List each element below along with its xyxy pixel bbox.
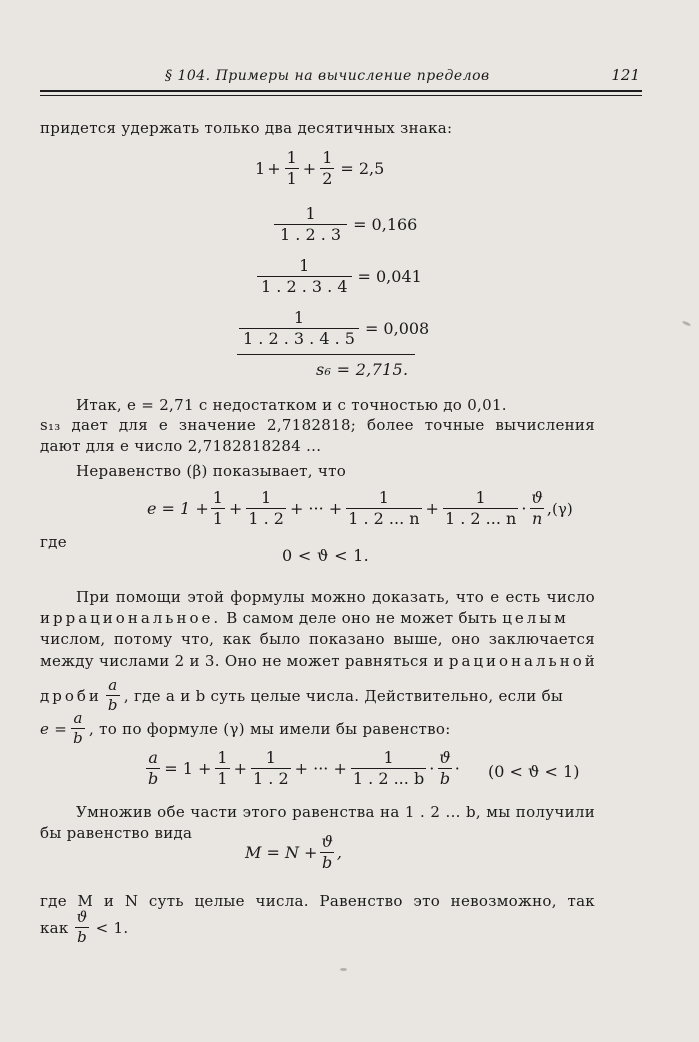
fraction xyxy=(246,490,286,527)
plus-sign: + xyxy=(267,159,281,178)
denominator: b xyxy=(73,729,84,747)
paragraph-line: бы равенство вида xyxy=(40,824,193,842)
numerator: 1 xyxy=(475,488,486,507)
denominator: b xyxy=(148,769,159,788)
text-span: e = xyxy=(40,719,68,738)
fraction xyxy=(251,750,291,787)
print-smudge xyxy=(682,320,691,327)
denominator: 1 . 2 ... n xyxy=(348,509,420,528)
emphasis-text: рациональной xyxy=(448,652,598,670)
paragraph-line: Неравенство (β) показывает, что xyxy=(76,462,347,480)
paragraph-line: дают для e число 2,7182818284 ... xyxy=(40,437,322,455)
numerator: 1 xyxy=(217,748,228,767)
denominator: 1 . 2 ... n xyxy=(444,509,517,528)
paragraph-line xyxy=(40,678,600,713)
denominator: 1 . 2 . 3 . 4 xyxy=(257,276,352,295)
sum-rule xyxy=(237,354,415,355)
denominator: 1 . 2 ... b xyxy=(352,769,425,788)
sum-total: s₆ = 2,715. xyxy=(316,360,409,379)
denominator: 2 xyxy=(322,169,333,188)
section-title: § 104. Примеры на вычисление пределов xyxy=(165,68,490,84)
partial-result: = 0,041 xyxy=(357,267,422,286)
running-header xyxy=(40,66,642,90)
denominator: 1 . 2 . 3 xyxy=(274,224,347,243)
emphasis-text: дроби xyxy=(40,686,102,705)
fraction xyxy=(320,150,334,187)
print-smudge xyxy=(340,968,347,971)
denominator: b xyxy=(322,853,333,872)
header-rule-top xyxy=(40,90,642,92)
numerator: 1 xyxy=(305,204,316,223)
paragraph-line: Умножив обе части этого равенства на 1 . 2 ... b, мы получили xyxy=(76,803,595,821)
partial-result: = 0,008 xyxy=(364,319,430,338)
numerator: 1 xyxy=(286,148,297,167)
denominator: n xyxy=(531,509,543,528)
numerator: 1 xyxy=(378,488,389,507)
numerator: 1 xyxy=(322,148,333,167)
fraction xyxy=(257,258,352,295)
fraction xyxy=(319,834,334,871)
paragraph-line: где M и N суть целые числа. Равенство это невозможно, так xyxy=(40,892,595,910)
denominator: 1 . 2 xyxy=(248,509,284,528)
emphasis-text: иррациональное. xyxy=(40,609,222,627)
equation-label-gamma: (γ) xyxy=(552,500,573,518)
term-one: 1 xyxy=(255,159,266,178)
fraction xyxy=(211,490,225,527)
fraction xyxy=(106,678,120,713)
equation-label-ab: (0 < ϑ < 1) xyxy=(488,762,580,781)
sum-row-2 xyxy=(272,206,417,243)
partial-result: = 2,5 xyxy=(340,159,385,178)
fraction xyxy=(437,750,452,787)
text-span: как xyxy=(40,918,69,937)
text-span: В самом деле оно не может быть xyxy=(221,609,503,627)
formula-lhs: M = N + xyxy=(245,843,318,862)
numerator: a xyxy=(148,748,158,767)
fraction xyxy=(239,310,359,347)
paragraph-line: Итак, e = 2,71 с недостатком и с точностью до 0,01. xyxy=(76,396,507,414)
sum-row-4 xyxy=(237,310,429,347)
fraction xyxy=(75,910,90,945)
denominator: b xyxy=(439,769,451,788)
numerator: 1 xyxy=(265,748,276,767)
intro-line: придется удержать только два десятичных знака: xyxy=(40,119,453,137)
numerator: ϑ xyxy=(76,908,88,926)
denominator: 1 xyxy=(286,169,297,188)
text-span: , где a и b суть целые числа. Действительно, если бы xyxy=(123,686,564,705)
fraction xyxy=(285,150,299,187)
numerator: 1 xyxy=(261,488,272,507)
numerator: ϑ xyxy=(321,832,333,851)
formula-ab: $\frac{a}{b}$ = 1 + $\frac{1}{1}$ + $\frac{1}{1 . 2}$ + ··· + $\frac{1}{1 . 2 ... b}$ · $\frac{ϑ}{b}$ · xyxy=(148,748,460,788)
numerator: 1 xyxy=(293,308,305,327)
numerator: ϑ xyxy=(439,748,451,767)
paragraph-line: При помощи этой формулы можно доказать, что e есть число xyxy=(76,588,595,606)
theta-bound: 0 < ϑ < 1. xyxy=(282,546,370,565)
partial-result: = 0,166 xyxy=(353,215,418,234)
denominator: 1 . 2 xyxy=(253,769,289,788)
fraction xyxy=(71,711,85,746)
fraction xyxy=(529,490,544,527)
ellipsis: + ··· + xyxy=(294,759,347,778)
equals-sign: = 1 + xyxy=(164,759,212,778)
numerator: a xyxy=(73,709,83,727)
formula-mn: M = N + $\frac{ϑ}{b}$ , xyxy=(245,832,342,872)
emphasis-text: целым xyxy=(502,609,569,627)
paragraph-line: числом, потому что, как было показано выше, оно заключается xyxy=(40,630,595,648)
numerator: a xyxy=(108,676,118,694)
fraction xyxy=(443,490,518,527)
text-span: между числами 2 и 3. Оно не может равняться и xyxy=(40,652,449,670)
ellipsis: + ··· + xyxy=(289,499,343,518)
denominator: b xyxy=(107,696,118,714)
plus-sign: + xyxy=(302,159,317,178)
denominator: b xyxy=(77,928,88,946)
paragraph-line xyxy=(40,651,600,671)
fraction xyxy=(351,750,426,787)
fraction xyxy=(215,750,229,787)
paragraph-line xyxy=(40,608,600,628)
fraction xyxy=(274,206,347,243)
paragraph-line xyxy=(40,910,128,945)
page-number: 121 xyxy=(611,66,640,84)
denominator: 1 xyxy=(217,769,228,788)
paragraph-line xyxy=(40,711,600,746)
formula-lhs: e = 1 + xyxy=(147,499,209,518)
header-rule-bottom xyxy=(40,95,642,96)
paragraph-line: s₁₃ дает для e значение 2,7182818; более точные вычисления xyxy=(40,416,595,434)
numerator: 1 xyxy=(212,488,223,507)
sum-row-1 xyxy=(255,150,384,187)
denominator: 1 xyxy=(212,509,223,528)
formula-gamma: e = 1 + $\frac{1}{1}$ + $\frac{1}{1 . 2}$ + ··· + $\frac{1}{1 . 2 ... n}$ + $\frac{1}{1 . 2 ... n}$ · $\frac{ϑ}{n}$ , xyxy=(147,488,552,528)
fraction xyxy=(346,490,421,527)
denominator: 1 . 2 . 3 . 4 . 5 xyxy=(239,328,359,347)
text-span: < 1. xyxy=(95,918,129,937)
text-span: , то по формуле (γ) мы имели бы равенство: xyxy=(89,719,451,738)
fraction xyxy=(146,750,160,787)
numerator: ϑ xyxy=(531,488,543,507)
numerator: 1 xyxy=(383,748,394,767)
where-word: где xyxy=(40,533,67,551)
numerator: 1 xyxy=(299,256,310,275)
sum-row-3 xyxy=(255,258,422,295)
